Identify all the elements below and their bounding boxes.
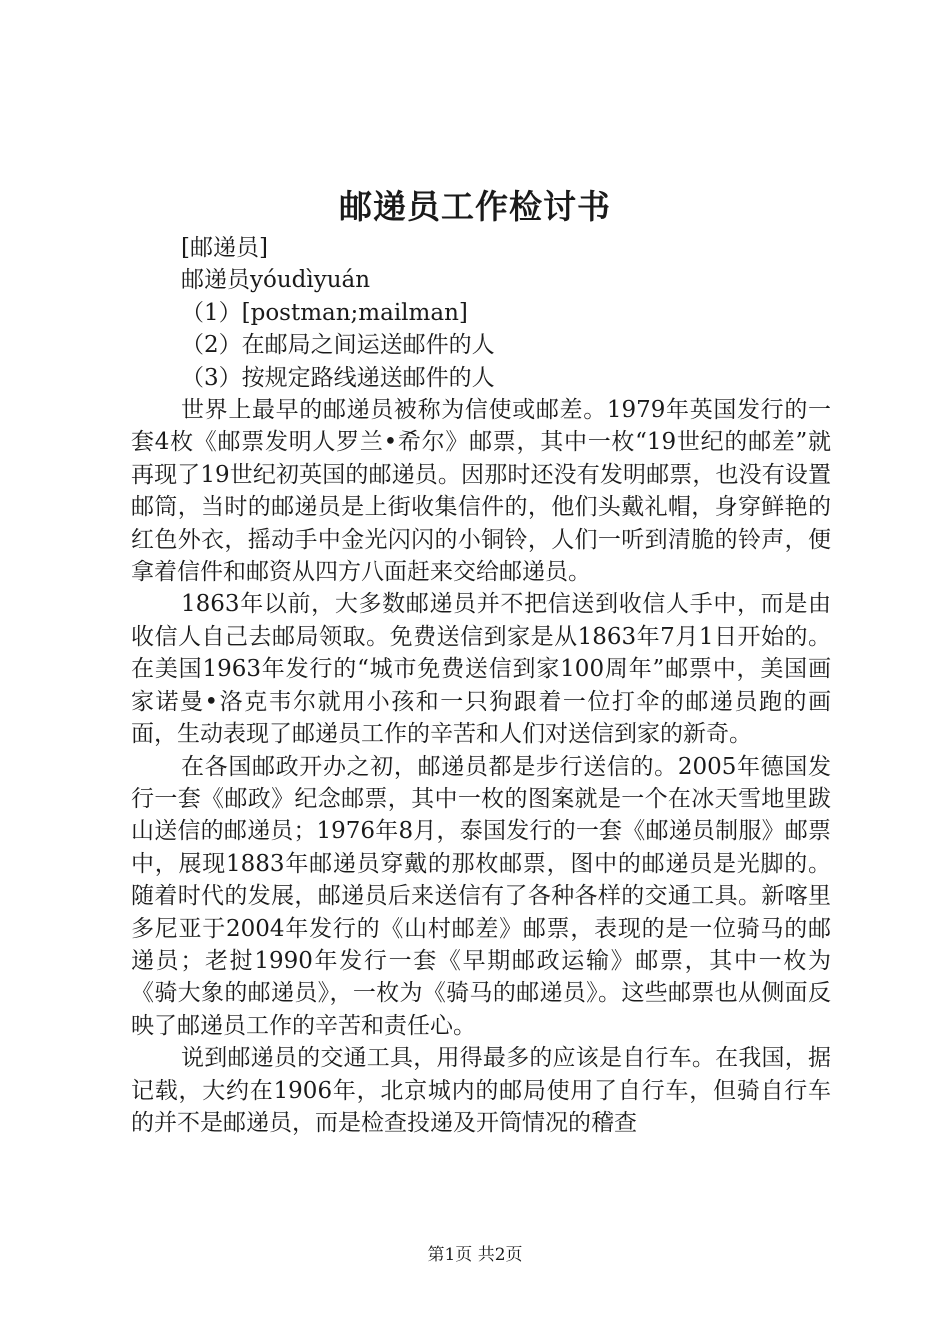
body-paragraph: 说到邮递员的交通工具，用得最多的应该是自行车。在我国，据记载，大约在1906年，北京城内的邮局使用了自行车，但骑自行车的并不是邮递员，而是检查投递及开筒情况的稽查 — [131, 1045, 831, 1136]
document-body — [131, 232, 831, 1139]
body-paragraph: 世界上最早的邮递员被称为信使或邮差。1979年英国发行的一套4枚《邮票发明人罗兰•希尔》邮票，其中一枚“19世纪的邮差”就再现了19世纪初英国的邮递员。因那时还没有发明邮票，也没有设置邮筒，当时的邮递员是上街收集信件的，他们头戴礼帽，身穿鲜艳的红色外衣，摇动手中金光闪闪的小铜铃，人们一听到清脆的铃声，便拿着信件和邮资从四方八面赶来交给邮递员。 — [131, 397, 831, 586]
definition-item-2: （2）在邮局之间运送邮件的人 — [181, 332, 495, 359]
body-paragraph: 在各国邮政开办之初，邮递员都是步行送信的。2005年德国发行一套《邮政》纪念邮票，其中一枚的图案就是一个在冰天雪地里跋山送信的邮递员；1976年8月，泰国发行的一套《邮递员制服》邮票中，展现1883年邮递员穿戴的那枚邮票，图中的邮递员是光脚的。随着时代的发展，邮递员后来送信有了各种各样的交通工具。新喀里多尼亚于2004年发行的《山村邮差》邮票，表现的是一位骑马的邮递员；老挝1990年发行一套《早期邮政运输》邮票，其中一枚为《骑大象的邮递员》，一枚为《骑马的邮递员》。这些邮票也从侧面反映了邮递员工作的辛苦和责任心。 — [131, 753, 831, 1039]
definition-pinyin: 邮递员yóudìyuán — [181, 267, 371, 294]
body-paragraph: 1863年以前，大多数邮递员并不把信送到收信人手中，而是由收信人自己去邮局领取。免费送信到家是从1863年7月1日开始的。在美国1963年发行的“城市免费送信到家100周年”邮票中，美国画家诺曼•洛克韦尔就用小孩和一只狗跟着一位打伞的邮递员跑的画面，生动表现了邮递员工作的辛苦和人们对送信到家的新奇。 — [131, 591, 831, 748]
page-number-footer: 第1页 共2页 — [427, 1245, 523, 1265]
document-title: 邮递员工作检讨书 — [339, 187, 611, 226]
definition-item-1: （1）[postman;mailman] — [181, 299, 468, 326]
definition-term: [邮递员] — [181, 235, 268, 261]
definition-item-3: （3）按规定路线递送邮件的人 — [181, 364, 495, 391]
